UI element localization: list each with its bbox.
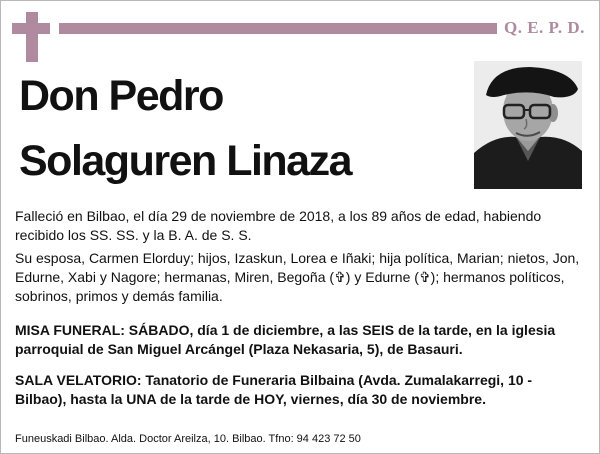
portrait-illustration — [474, 61, 582, 189]
deceased-cross-icon: ✞ — [418, 269, 431, 285]
deceased-name-line1: Don Pedro — [19, 72, 223, 120]
funeral-mass-paragraph: MISA FUNERAL: SÁBADO, día 1 de diciembre, a las SEIS de la tarde, en la iglesia parroquial de San Miguel Arcángel (Plaza Nekasaria, 5), de Basauri. — [15, 322, 556, 357]
header-rule — [59, 23, 497, 34]
deceased-name-line2: Solaguren Linaza — [19, 137, 352, 185]
portrait-photo — [474, 61, 582, 189]
family-text-part2: ) y Edurne ( — [345, 269, 419, 285]
deceased-cross-icon: ✞ — [334, 269, 346, 285]
death-notice-paragraph: Falleció en Bilbao, el día 29 de noviembre de 2018, a los 89 años de edad, habiendo recibido los SS. SS. y la B. A. de S. S. — [15, 208, 542, 243]
family-text-part1: Su esposa, Carmen Elorduy; hijos, Izaskun, Lorea e Iñaki; hija política, Marian; nietos, Jon, Edurne, Xabi y Nagore; hermanas, Miren, Begoña ( — [15, 250, 580, 285]
wake-paragraph: SALA VELATORIO: Tanatorio de Funeraria Bilbaina (Avda. Zumalakarregi, 10 - Bilbao), hasta la UNA de la tarde de HOY, viernes, día 30 de noviembre. — [15, 372, 533, 407]
family-paragraph — [15, 249, 583, 306]
qepd-label: Q. E. P. D. — [504, 18, 585, 37]
cross-horizontal-bar — [12, 23, 50, 34]
cross-vertical-bar — [26, 12, 38, 62]
family-text-part3: ); hermanos políticos, sobrinos, primos y demás familia. — [15, 269, 565, 304]
funeral-home-footer: Funeuskadi Bilbao. Alda. Doctor Areilza, 10. Bilbao. Tfno: 94 423 72 50 — [15, 433, 361, 445]
